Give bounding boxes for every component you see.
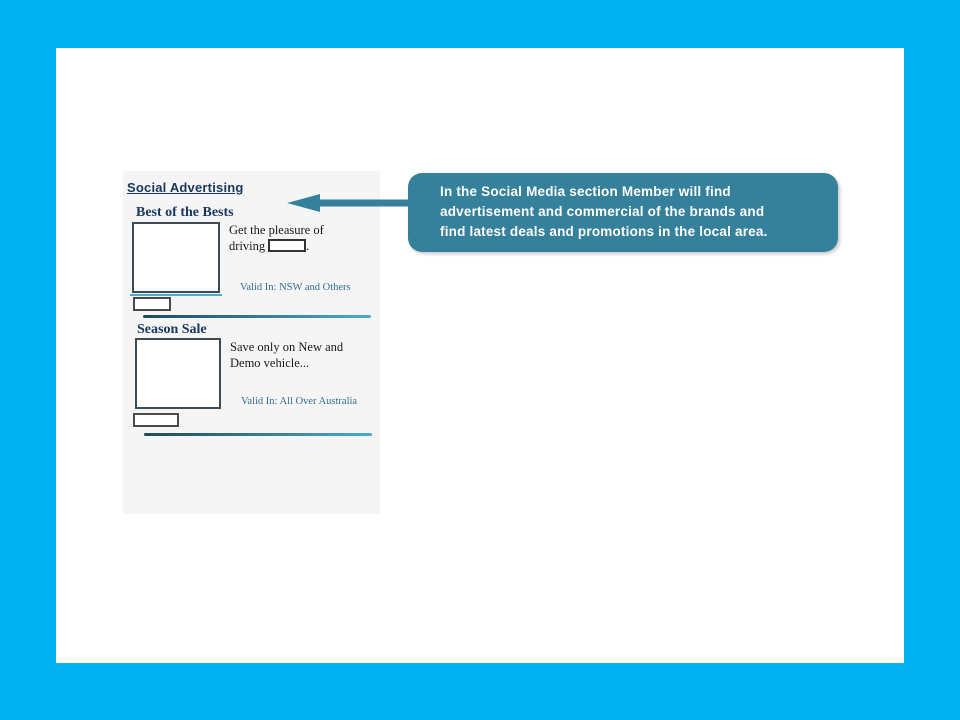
- image-placeholder-underline: [130, 294, 222, 296]
- ad-text2-line1: Save only on New and: [230, 340, 344, 354]
- image-placeholder-best-of-the-bests: [132, 222, 220, 293]
- valid-in-text-nsw: Valid In: NSW and Others: [240, 282, 351, 293]
- callout-text-line-1: In the Social Media section Member will find: [440, 184, 731, 199]
- panel-title: Social Advertising: [127, 180, 244, 195]
- social-advertising-panel: [123, 171, 380, 514]
- ad-text-season-sale: [230, 340, 372, 371]
- small-placeholder-box-1: [133, 297, 171, 311]
- ad-text-line2-suffix: .: [306, 238, 310, 253]
- section-heading-best-of-the-bests: Best of the Bests: [136, 205, 234, 220]
- callout-text-line-3: find latest deals and promotions in the local area.: [440, 224, 768, 239]
- section-divider-2: [144, 433, 372, 436]
- valid-in-text-australia: Valid In: All Over Australia: [241, 396, 358, 407]
- callout-text-line-2: advertisement and commercial of the brands and: [440, 204, 765, 219]
- callout-annotation: [408, 173, 838, 252]
- small-placeholder-box-2: [133, 413, 179, 427]
- section-heading-season-sale: Season Sale: [137, 322, 207, 337]
- ad-text-best-of-the-bests: [229, 223, 369, 254]
- inline-placeholder-box: [268, 239, 306, 252]
- ad-text-line1: Get the pleasure of: [229, 223, 324, 237]
- callout-arrow-shape: [287, 194, 409, 212]
- ad-text-line2-prefix: driving: [229, 238, 266, 253]
- ad-text2-line2: Demo vehicle...: [230, 355, 310, 370]
- slide-surface: [56, 48, 904, 663]
- image-placeholder-season-sale: [135, 338, 221, 409]
- section-divider-1: [143, 315, 371, 318]
- callout-arrow-icon: [287, 193, 409, 213]
